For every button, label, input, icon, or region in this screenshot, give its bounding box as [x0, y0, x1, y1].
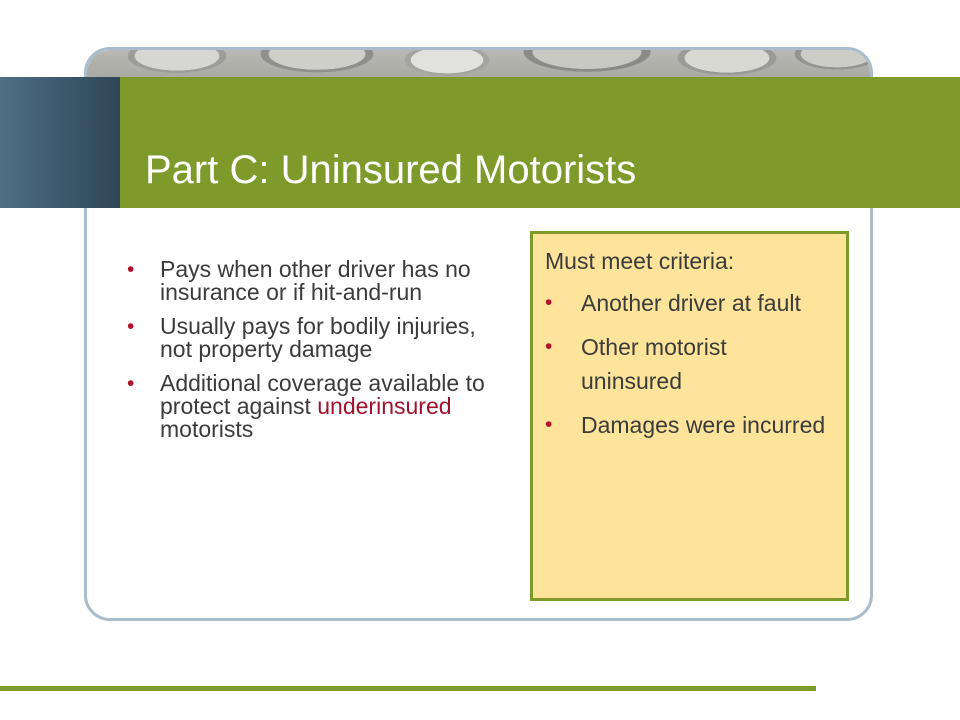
bullet-dot-icon: • — [127, 372, 135, 395]
criteria-list — [545, 286, 834, 442]
criteria-item — [545, 286, 834, 320]
bullet-dot-icon: • — [545, 335, 553, 358]
bullet-text-after: motorists — [160, 416, 254, 442]
criteria-text: Other motorist uninsured — [581, 334, 727, 394]
bullet-dot-icon: • — [127, 258, 135, 281]
criteria-text: Damages were incurred — [581, 412, 826, 438]
bullet-dot-icon: • — [545, 413, 553, 436]
bullet-dot-icon: • — [545, 291, 553, 314]
bullet-item — [127, 372, 502, 441]
bullet-item — [127, 315, 502, 361]
footer-accent-line — [0, 686, 816, 691]
criteria-item — [545, 408, 834, 442]
slide-title: Part C: Uninsured Motorists — [145, 148, 637, 192]
bullet-dot-icon: • — [127, 315, 135, 338]
bullet-text-before: Additional coverage available to protect against — [160, 370, 485, 419]
criteria-item — [545, 330, 834, 398]
bullet-item — [127, 258, 502, 304]
bullet-text: Usually pays for bodily injuries, not property damage — [160, 313, 476, 362]
criteria-callout-box — [530, 231, 849, 601]
main-bullet-list — [127, 258, 502, 452]
bullet-text: Pays when other driver has no insurance or if hit-and-run — [160, 256, 471, 305]
criteria-text: Another driver at fault — [581, 290, 801, 316]
highlighted-term: underinsured — [317, 393, 452, 419]
criteria-heading: Must meet criteria: — [545, 248, 735, 274]
left-accent-block — [0, 77, 120, 208]
